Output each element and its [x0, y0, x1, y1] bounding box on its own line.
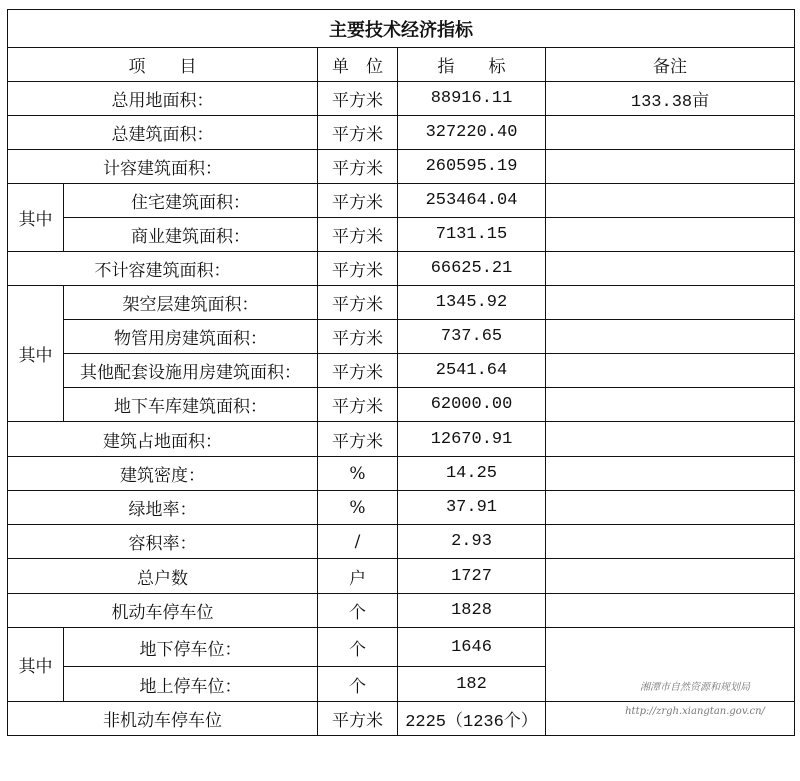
watermark — [620, 676, 770, 724]
row-label: 建筑密度： — [8, 457, 318, 491]
row-unit: 平方米 — [318, 252, 398, 286]
row-note — [546, 457, 795, 491]
row-note — [546, 320, 795, 354]
table-row — [8, 184, 795, 218]
row-unit: % — [318, 491, 398, 525]
row-note — [546, 594, 795, 628]
row-value: 182 — [398, 667, 546, 702]
row-value: 1345.92 — [398, 286, 546, 320]
row-value: 327220.40 — [398, 116, 546, 150]
row-label: 总户数 — [8, 559, 318, 594]
group-label: 其中 — [8, 628, 64, 702]
watermark-line1: 湘潭市自然资源和规划局 — [640, 682, 750, 693]
indicator-sheet — [7, 9, 794, 736]
row-note — [546, 388, 795, 422]
row-label: 不计容建筑面积： — [8, 252, 318, 286]
row-label: 地下停车位： — [64, 628, 318, 667]
group-label: 其中 — [8, 286, 64, 422]
row-label: 非机动车停车位 — [8, 702, 318, 736]
row-value: 37.91 — [398, 491, 546, 525]
row-label: 总用地面积： — [8, 82, 318, 116]
row-value: 260595.19 — [398, 150, 546, 184]
row-unit: 平方米 — [318, 286, 398, 320]
row-value: 253464.04 — [398, 184, 546, 218]
row-label: 商业建筑面积： — [64, 218, 318, 252]
row-label: 地下车库建筑面积： — [64, 388, 318, 422]
row-note — [546, 116, 795, 150]
group-label: 其中 — [8, 184, 64, 252]
header-item: 项 目 — [8, 48, 318, 82]
row-label: 架空层建筑面积： — [64, 286, 318, 320]
row-note: 133.38亩 — [546, 82, 795, 116]
row-value: 88916.11 — [398, 82, 546, 116]
row-unit: 个 — [318, 594, 398, 628]
row-unit: 个 — [318, 628, 398, 667]
row-unit: / — [318, 525, 398, 559]
table-row — [8, 116, 795, 150]
row-label: 物管用房建筑面积： — [64, 320, 318, 354]
table-row — [8, 457, 795, 491]
table-row — [8, 354, 795, 388]
table-row — [8, 594, 795, 628]
row-value: 2225（1236个） — [398, 702, 546, 736]
row-note — [546, 525, 795, 559]
row-value: 1828 — [398, 594, 546, 628]
row-note — [546, 252, 795, 286]
table-row — [8, 388, 795, 422]
watermark-line2: http://zrgh.xiangtan.gov.cn/ — [625, 706, 765, 717]
header-note: 备注 — [546, 48, 795, 82]
table-row — [8, 491, 795, 525]
row-unit: 平方米 — [318, 82, 398, 116]
row-note — [546, 286, 795, 320]
row-label: 总建筑面积： — [8, 116, 318, 150]
table-row — [8, 320, 795, 354]
row-label: 建筑占地面积： — [8, 422, 318, 457]
row-label: 绿地率： — [8, 491, 318, 525]
row-note — [546, 422, 795, 457]
row-note — [546, 354, 795, 388]
header-unit: 单 位 — [318, 48, 398, 82]
row-unit: 平方米 — [318, 116, 398, 150]
row-value: 2.93 — [398, 525, 546, 559]
row-value: 737.65 — [398, 320, 546, 354]
row-label: 机动车停车位 — [8, 594, 318, 628]
row-value: 62000.00 — [398, 388, 546, 422]
header-index: 指 标 — [398, 48, 546, 82]
indicator-table — [7, 9, 795, 736]
table-row — [8, 252, 795, 286]
row-unit: 平方米 — [318, 218, 398, 252]
table-row — [8, 286, 795, 320]
row-note — [546, 559, 795, 594]
row-value: 1727 — [398, 559, 546, 594]
row-note — [546, 184, 795, 218]
row-unit: 平方米 — [318, 184, 398, 218]
row-unit: 平方米 — [318, 702, 398, 736]
table-row — [8, 559, 795, 594]
table-row — [8, 218, 795, 252]
row-unit: % — [318, 457, 398, 491]
row-value: 2541.64 — [398, 354, 546, 388]
row-unit: 个 — [318, 667, 398, 702]
row-value: 1646 — [398, 628, 546, 667]
row-note — [546, 150, 795, 184]
table-row — [8, 150, 795, 184]
row-label: 计容建筑面积： — [8, 150, 318, 184]
row-unit: 平方米 — [318, 320, 398, 354]
row-unit: 平方米 — [318, 354, 398, 388]
row-unit: 平方米 — [318, 150, 398, 184]
table-title: 主要技术经济指标 — [8, 10, 795, 48]
table-row — [8, 628, 795, 667]
table-row — [8, 525, 795, 559]
row-label: 地上停车位： — [64, 667, 318, 702]
table-row — [8, 82, 795, 116]
row-value: 14.25 — [398, 457, 546, 491]
row-unit: 平方米 — [318, 422, 398, 457]
row-note — [546, 491, 795, 525]
row-label: 住宅建筑面积： — [64, 184, 318, 218]
row-value: 12670.91 — [398, 422, 546, 457]
row-label: 其他配套设施用房建筑面积： — [64, 354, 318, 388]
table-row — [8, 422, 795, 457]
row-unit: 平方米 — [318, 388, 398, 422]
row-unit: 户 — [318, 559, 398, 594]
row-value: 66625.21 — [398, 252, 546, 286]
row-label: 容积率： — [8, 525, 318, 559]
row-note — [546, 218, 795, 252]
row-value: 7131.15 — [398, 218, 546, 252]
